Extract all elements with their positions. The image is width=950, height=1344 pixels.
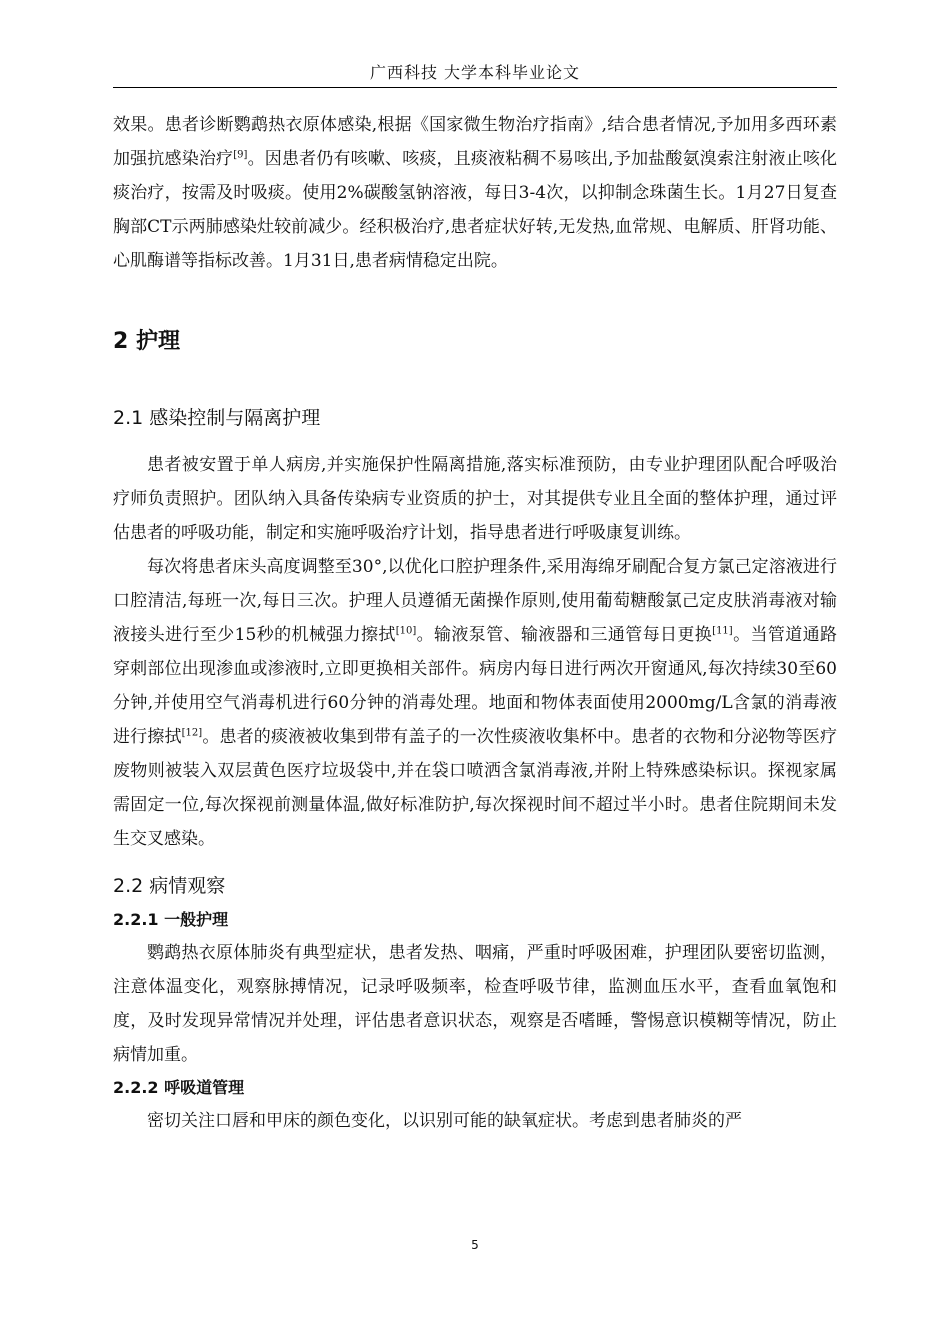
paragraph-text: 效果。患者诊断鹦鹉热衣原体感染,根据《国家微生物治疗指南》,结合患者情况,予加用多西环素加强抗感染治疗 — [113, 115, 837, 169]
paragraph-text: 。因患者仍有咳嗽、咳痰，且痰液粘稠不易咳出,予加盐酸氨溴索注射液止咳化痰治疗，按需及时吸痰。使用2%碳酸氢钠溶液，每日3-4次，以抑制念珠菌生长。1月27日复查胸部CT示两肺感染灶较前减少。经积极治疗,患者症状好转,无发热,血常规、电解质、肝肾功能、心肌酶谱等指标改善。1月31日,患者病情稳定出院。 — [113, 149, 838, 271]
subsection-heading: 2.2 病情观察 — [113, 875, 226, 897]
paragraph-general-care: 鹦鹉热衣原体肺炎有典型症状，患者发热、咽痛，严重时呼吸困难，护理团队要密切监测，注意体温变化，观察脉搏情况，记录呼吸频率，检查呼吸节律，监测血压水平，查看血氧饱和度，及时发现异常情况并处理，评估患者意识状态，观察是否嗜睡，警惕意识模糊等情况，防止病情加重。 — [113, 943, 837, 1065]
citation-ref: [9] — [233, 149, 248, 161]
paragraph-isolation: 患者被安置于单人病房,并实施保护性隔离措施,落实标准预防，由专业护理团队配合呼吸治疗师负责照护。团队纳入具备传染病专业资质的护士，对其提供专业且全面的整体护理，通过评估患者的呼吸功能，制定和实施呼吸治疗计划，指导患者进行呼吸康复训练。 — [113, 455, 837, 543]
paragraph-results — [113, 108, 837, 278]
citation-ref: [11] — [712, 625, 733, 637]
subsubsection-heading: 2.2.1 一般护理 — [113, 910, 229, 929]
page-number: 5 — [471, 1238, 479, 1252]
paragraph-text: 。患者的痰液被收集到带有盖子的一次性痰液收集杯中。患者的衣物和分泌物等医疗废物则被装入双层黄色医疗垃圾袋中,并在袋口喷洒含氯消毒液,并附上特殊感染标识。探视家属需固定一位,每次探视前测量体温,做好标准防护,每次探视时间不超过半小时。患者住院期间未发生交叉感染。 — [113, 727, 838, 849]
citation-ref: [10] — [395, 625, 417, 637]
running-header: 广西科技 大学本科毕业论文 — [369, 63, 581, 82]
header-rule — [113, 87, 837, 88]
paragraph-text: 。输液泵管、输液器和三通管每日更换 — [416, 625, 713, 645]
paragraph-airway: 密切关注口唇和甲床的颜色变化，以识别可能的缺氧症状。考虑到患者肺炎的严 — [147, 1111, 742, 1131]
subsection-heading: 2.1 感染控制与隔离护理 — [113, 407, 321, 429]
paragraph-text: 。当管道通路穿刺部位出现渗血或渗液时,立即更换相关部件。病房内每日进行两次开窗通风,每次持续30至60分钟,并使用空气消毒机进行60分钟的消毒处理。地面和物体表面使用2000mg/L含氯的消毒液进行擦拭 — [113, 625, 837, 747]
section-heading: 2 护理 — [113, 329, 180, 354]
paragraph-infection-control — [113, 550, 837, 856]
paragraph-text: 每次将患者床头高度调整至30°,以优化口腔护理条件,采用海绵牙刷配合复方氯己定溶液进行口腔清洁,每班一次,每日三次。护理人员遵循无菌操作原则,使用葡萄糖酸氯己定皮肤消毒液对输液接头进行至少15秒的机械强力擦拭 — [113, 557, 837, 645]
page-body — [113, 108, 837, 1138]
subsubsection-heading: 2.2.2 呼吸道管理 — [113, 1078, 245, 1097]
citation-ref: [12] — [181, 727, 203, 739]
